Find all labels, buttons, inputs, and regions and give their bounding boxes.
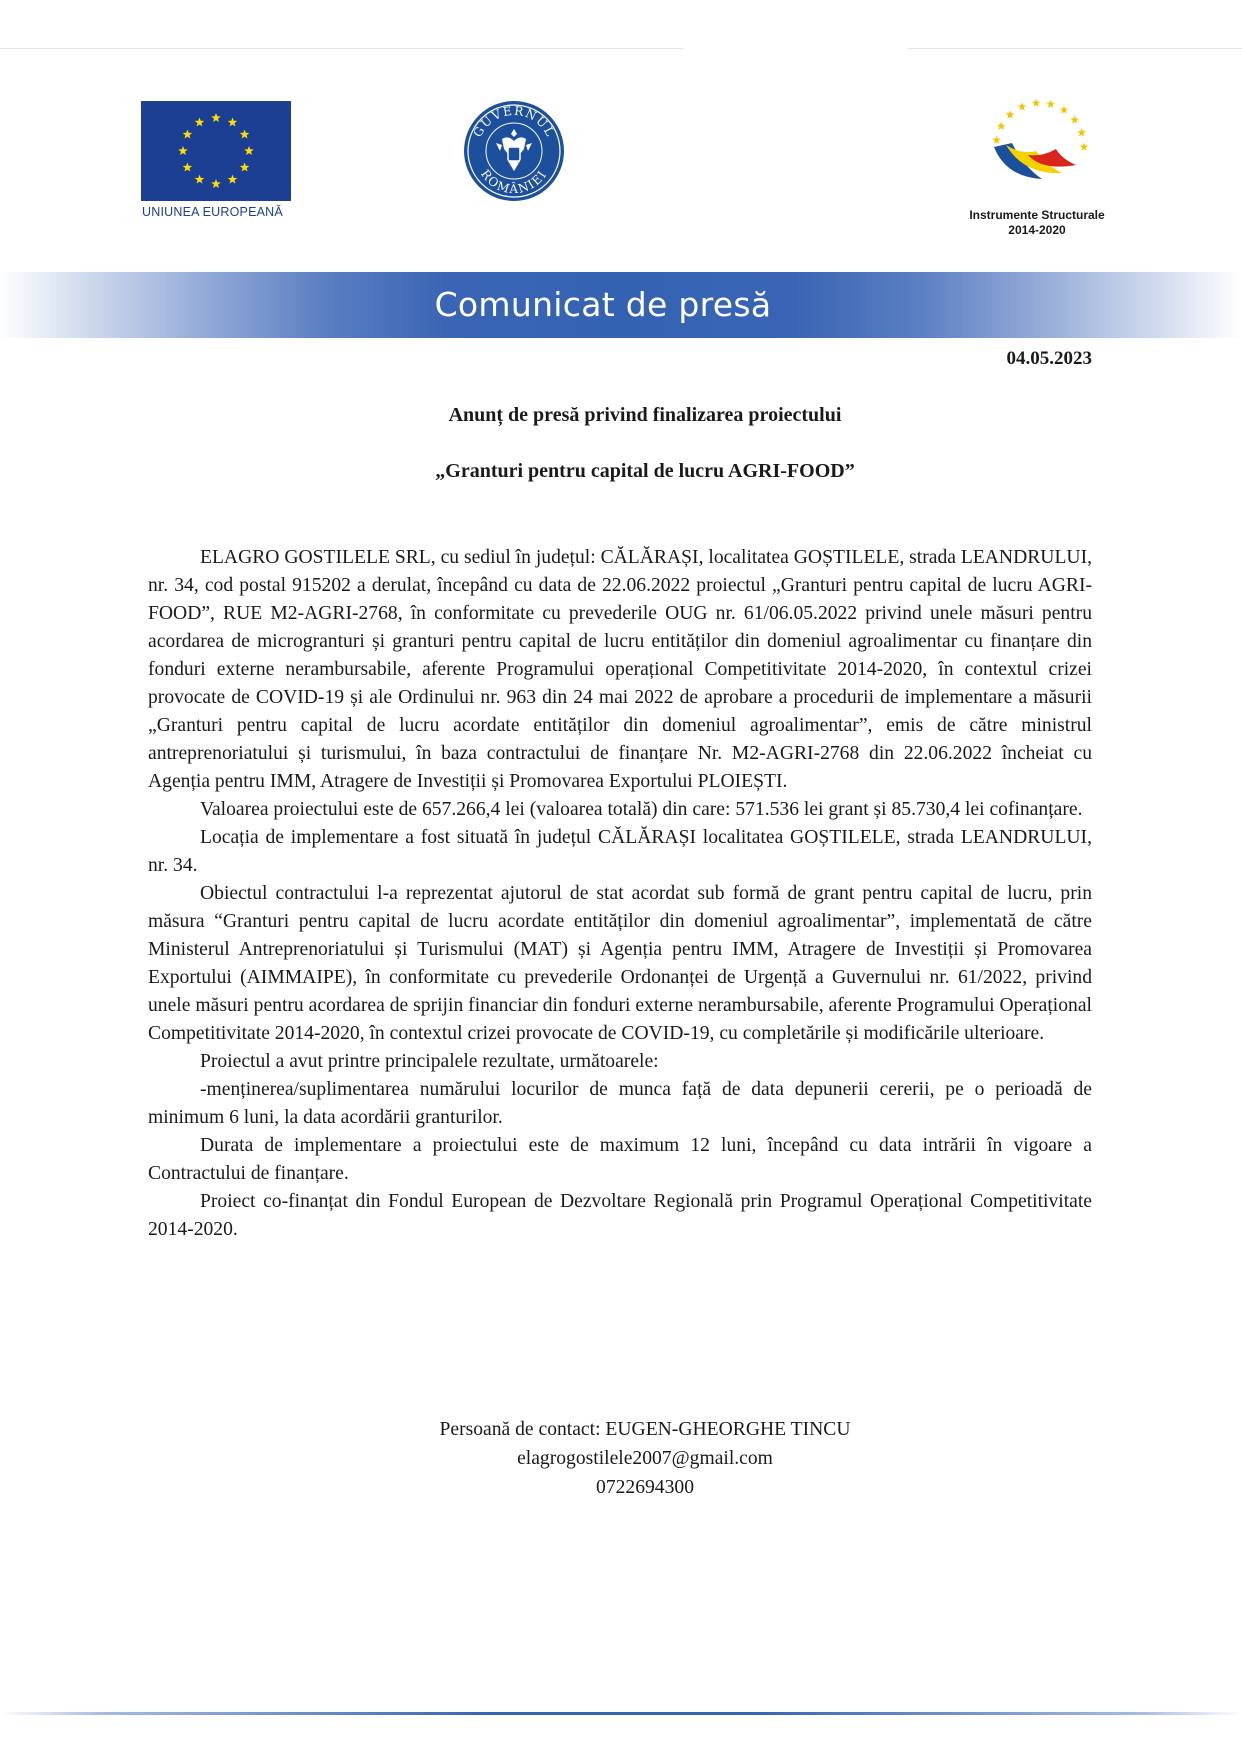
project-title: „Granturi pentru capital de lucru AGRI-FOOD” [435,460,855,482]
is-line2: 2014-2020 [1008,223,1066,237]
top-rule [0,48,1242,49]
document-body [148,544,1092,1244]
top-rule-gap [683,46,908,51]
paragraph: ELAGRO GOSTILELE SRL, cu sediul în județul: CĂLĂRAȘI, localitatea GOȘTILELE, strada LEANDRULUI, nr. 34, cod postal 915202 a derulat, începând cu data de 22.06.2022 proiectul „Granturi pentru capital de lucru AGRI-FOOD”, RUE M2-AGRI-2768, în conformitate cu prevederile OUG nr. 61/06.05.2022 privind unele măsuri pentru acordarea de microgranturi și granturi pentru capital de lucru entităților din domeniul agroalimentar cu finanțare din fonduri externe nerambursabile, aferente Programului operațional Competitivitate 2014-2020, în contextul crizei provocate de COVID-19 și ale Ordinului nr. 963 din 24 mai 2022 de aprobare a procedurii de implementare a măsurii „Granturi pentru capital de lucru acordate entităților din domeniul agroalimentar”, emis de către ministrul antreprenoriatului și turismului, în baza contractului de finanțare Nr. M2-AGRI-2768 din 22.06.2022 încheiat cu Agenția pentru IMM, Atragere de Investiții și Promovarea Exportului PLOIEȘTI. [148,547,1092,792]
is-star-icon [997,122,1006,130]
is-star-icon [1077,128,1086,136]
press-release-banner [0,272,1242,338]
paragraph: Locația de implementare a fost situată în județul CĂLĂRAȘI localitatea GOȘTILELE, strada LEANDRULUI, nr. 34. [148,827,1092,876]
is-star-icon [1080,143,1089,151]
bottom-rule [0,1712,1242,1715]
is-star-icon [1006,110,1015,118]
is-star-icon [1070,115,1079,123]
is-star-icon [1018,102,1027,110]
is-star-icon [992,136,1001,144]
contact-email: elagrogostilele2007@gmail.com [517,1448,773,1469]
structural-instruments-icon [984,95,1094,195]
eu-flag-icon [141,101,291,201]
banner-title: Comunicat de presă [434,285,772,324]
is-star-icon [1060,106,1069,114]
document-title: Anunț de presă privind finalizarea proiectului [448,404,842,426]
structural-instruments-logo [962,95,1112,245]
is-star-icon [1032,99,1041,107]
contact-person: Persoană de contact: EUGEN-GHEORGHE TINCU [439,1419,851,1440]
seal-bottom-text: ROMÂNIEI [478,167,550,197]
is-line1: Instrumente Structurale [969,208,1105,222]
government-seal-icon [462,99,566,203]
paragraph: Valoarea proiectului este de 657.266,4 lei (valoarea totală) din care: 571.536 lei grant și 85.730,4 lei cofinanțare. [200,799,1083,820]
eu-logo [141,101,291,219]
seal-top-text: GUVERNUL [470,103,558,140]
contact-block [0,1415,1242,1502]
structural-instruments-label [962,208,1112,238]
eu-label: UNIUNEA EUROPEANĂ [142,205,283,219]
document-date: 04.05.2023 [1006,348,1092,369]
is-star-icon [1046,100,1055,108]
paragraph: Durata de implementare a proiectului este de maximum 12 luni, începând cu data intrării în vigoare a Contractului de finanțare. [148,1135,1092,1184]
paragraph: Proiect co-finanțat din Fondul European de Dezvoltare Regională prin Programul Operațional Competitivitate 2014-2020. [148,1191,1092,1240]
paragraph: Obiectul contractului l-a reprezentat ajutorul de stat acordat sub formă de grant pentru capital de lucru, prin măsura “Granturi pentru capital de lucru acordate entităților din domeniul agroalimentar”, implementată de către Ministerul Antreprenoriatului și Turismului (MAT) și Agenția pentru IMM, Atragere de Investiții și Promovarea Exportului (AIMMAIPE), în conformitate cu prevederile Ordonanței de Urgență a Guvernului nr. 61/2022, privind unele măsuri pentru acordarea de sprijin financiar din fonduri externe nerambursabile, aferente Programului Operațional Competitivitate 2014-2020, în contextul crizei provocate de COVID-19, cu completările și modificările ulterioare. [148,883,1092,1044]
contact-phone: 0722694300 [596,1477,694,1498]
paragraph: -menținerea/suplimentarea numărului locurilor de munca față de data depunerii cererii, pe o perioadă de minimum 6 luni, la data acordării granturilor. [148,1079,1092,1128]
paragraph: Proiectul a avut printre principalele rezultate, următoarele: [200,1051,659,1072]
